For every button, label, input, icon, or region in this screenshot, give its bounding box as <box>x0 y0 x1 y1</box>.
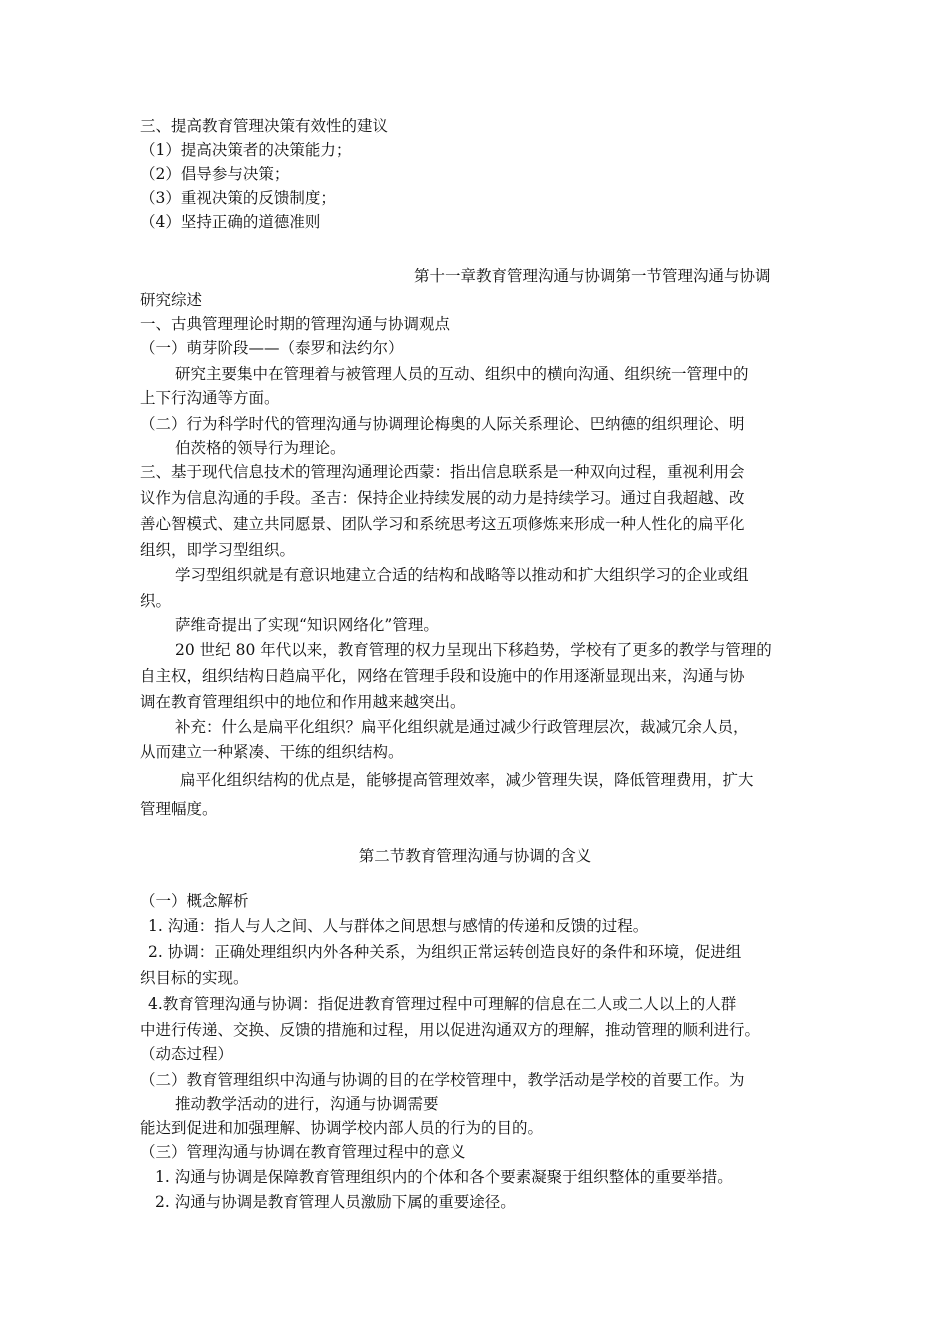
paragraph-line: 20 世纪 80 年代以来，教育管理的权力呈现出下移趋势，学校有了更多的教学与管理的 <box>175 641 772 659</box>
paragraph-line: 研究主要集中在管理着与被管理人员的互动、组织中的横向沟通、组织统一管理中的 <box>175 365 749 383</box>
list-item: （3）重视决策的反馈制度； <box>140 189 336 207</box>
paragraph-line: 上下行沟通等方面。 <box>140 389 280 407</box>
paragraph-line: 调在教育管理组织中的地位和作用越来越突出。 <box>140 693 466 711</box>
list-item: （1）提高决策者的决策能力； <box>140 141 352 159</box>
paragraph-line: 推动教学活动的进行，沟通与协调需要 <box>175 1095 439 1113</box>
paragraph-line: 从而建立一种紧凑、干练的组织结构。 <box>140 743 404 761</box>
paragraph-line: 织。 <box>140 592 172 610</box>
chapter-subtitle: 研究综述 <box>140 291 203 309</box>
paragraph-line: 中进行传递、交换、反馈的措施和过程，用以促进沟通双方的理解，推动管理的顺利进行。 <box>140 1021 761 1039</box>
list-item: （4）坚持正确的道德准则 <box>140 213 321 231</box>
list-item: 1. 沟通：指人与人之间、人与群体之间思想与感情的传递和反馈的过程。 <box>148 917 649 935</box>
paragraph-line: 伯茨格的领导行为理论。 <box>175 439 346 457</box>
paragraph-line: 组织，即学习型组织。 <box>140 541 296 559</box>
chapter-title: 第十一章教育管理沟通与协调第一节管理沟通与协调 <box>414 267 771 285</box>
list-item: 4.教育管理沟通与协调：指促进教育管理过程中可理解的信息在二人或二人以上的人群 <box>148 995 737 1013</box>
paragraph-line: 善心智模式、建立共同愿景、团队学习和系统思考这五项修炼来形成一种人性化的扁平化 <box>140 515 745 533</box>
subsection-heading: （二）教育管理组织中沟通与协调的目的在学校管理中，教学活动是学校的首要工作。为 <box>140 1071 745 1089</box>
subsection-heading: （一）萌芽阶段——（泰罗和法约尔） <box>140 339 404 357</box>
section-heading: 三、提高教育管理决策有效性的建议 <box>140 117 389 135</box>
paragraph-line: 织目标的实现。 <box>140 969 249 987</box>
paragraph-line: 自主权，组织结构日趋扁平化，网络在管理手段和设施中的作用逐渐显现出来，沟通与协 <box>140 667 745 685</box>
list-item: （2）倡导参与决策； <box>140 165 290 183</box>
paragraph-line: 议作为信息沟通的手段。圣吉：保持企业持续发展的动力是持续学习。通过自我超越、改 <box>140 489 745 507</box>
paragraph-line: （动态过程） <box>140 1045 234 1063</box>
list-item: 2. 沟通与协调是教育管理人员激励下属的重要途径。 <box>155 1193 516 1211</box>
subsection-heading: （二）行为科学时代的管理沟通与协调理论梅奥的人际关系理论、巴纳德的组织理论、明 <box>140 415 745 433</box>
paragraph-line: 补充：什么是扁平化组织？扁平化组织就是通过减少行政管理层次，裁减冗余人员， <box>175 718 749 736</box>
paragraph-line: 萨维奇提出了实现“知识网络化”管理。 <box>175 616 439 634</box>
paragraph-line: 管理幅度。 <box>140 800 218 818</box>
section-heading: 一、古典管理理论时期的管理沟通与协调观点 <box>140 315 451 333</box>
list-item: 2. 协调：正确处理组织内外各种关系，为组织正常运转创造良好的条件和环境，促进组 <box>148 943 742 961</box>
paragraph-line: 能达到促进和加强理解、协调学校内部人员的行为的目的。 <box>140 1119 544 1137</box>
subsection-heading: （一）概念解析 <box>140 892 249 910</box>
section-title: 第二节教育管理沟通与协调的含义 <box>358 847 592 865</box>
list-item: 1. 沟通与协调是保障教育管理组织内的个体和各个要素凝聚于组织整体的重要举措。 <box>155 1168 733 1186</box>
paragraph-line: 学习型组织就是有意识地建立合适的结构和战略等以推动和扩大组织学习的企业或组 <box>175 566 749 584</box>
subsection-heading: （三）管理沟通与协调在教育管理过程中的意义 <box>140 1143 466 1161</box>
section-heading: 三、基于现代信息技术的管理沟通理论西蒙：指出信息联系是一种双向过程，重视利用会 <box>140 463 745 481</box>
paragraph-line: 扁平化组织结构的优点是，能够提高管理效率，减少管理失误，降低管理费用，扩大 <box>180 771 754 789</box>
